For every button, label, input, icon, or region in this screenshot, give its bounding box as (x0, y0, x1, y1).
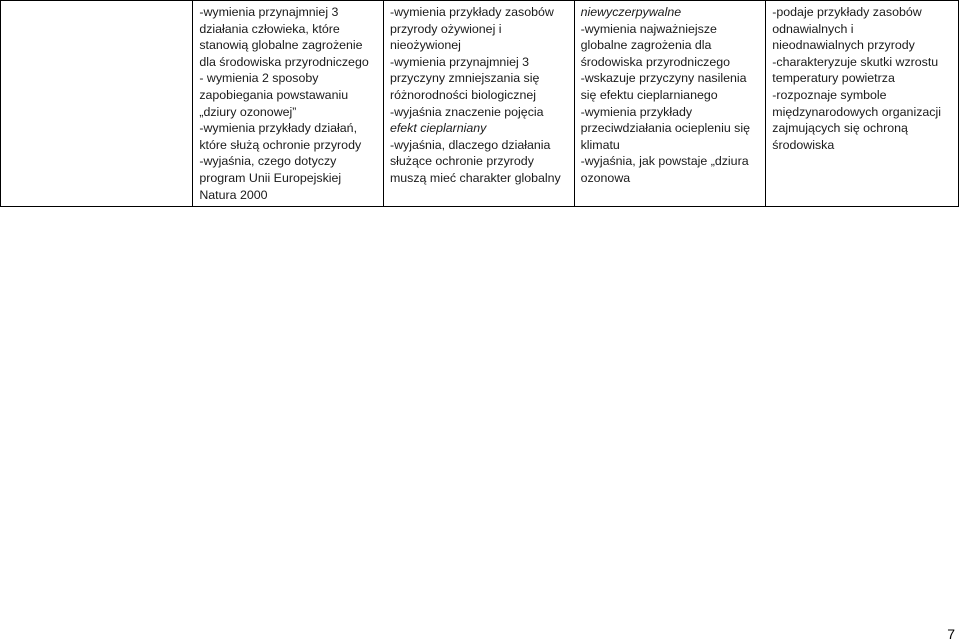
cell-line: - wymienia 2 sposoby (199, 71, 319, 86)
table-cell (383, 1, 574, 207)
cell-line: niewyczerpywalne (580, 5, 682, 19)
cell-line: -wyjaśnia znaczenie pojęcia (389, 104, 544, 119)
cell-line: muszą mieć charakter globalny (389, 170, 561, 185)
cell-line: nieodnawialnych przyrody (772, 38, 915, 53)
page-number: 7 (947, 626, 955, 642)
table-cell (193, 1, 384, 207)
cell-line: które służą ochronie przyrody (199, 137, 362, 152)
cell-line: środowiska przyrodniczego (580, 54, 731, 69)
cell-line: się efektu cieplarnianego (580, 87, 718, 102)
cell-line: -wymienia przykłady zasobów (389, 5, 554, 19)
cell-text (772, 4, 953, 153)
cell-line: zajmujących się ochroną (772, 121, 908, 136)
cell-line: działania człowieka, które (199, 21, 340, 36)
cell-line: -wymienia przykłady działań, (199, 121, 358, 136)
table-cell (574, 1, 766, 207)
cell-line: zapobiegania powstawaniu (199, 87, 349, 102)
cell-line: ozonowa (580, 170, 631, 185)
cell-line: dla środowiska przyrodniczego (199, 54, 369, 69)
cell-line: nieożywionej (389, 38, 461, 53)
cell-line: -charakteryzuje skutki wzrostu (772, 54, 939, 69)
cell-line: różnorodności biologicznej (389, 87, 536, 102)
cell-line: -wyjaśnia, czego dotyczy (199, 154, 337, 169)
table-cell-empty (1, 1, 193, 207)
cell-line: międzynarodowych organizacji (772, 104, 941, 119)
cell-line: -rozpoznaje symbole (772, 87, 887, 102)
cell-line: środowiska (772, 137, 835, 152)
cell-line: Natura 2000 (199, 187, 268, 202)
cell-line: -wymienia przykłady (580, 104, 693, 119)
cell-line: przeciwdziałania ociepleniu się (580, 121, 750, 136)
cell-text (581, 4, 761, 187)
cell-line: klimatu (580, 137, 620, 152)
cell-line: służące ochronie przyrody (389, 154, 534, 169)
cell-line: -wyjaśnia, jak powstaje „dziura (580, 154, 749, 169)
cell-line: -podaje przykłady zasobów (772, 5, 922, 19)
cell-line: program Unii Europejskiej (199, 170, 342, 185)
curriculum-table (0, 0, 959, 207)
cell-line: -wymienia przynajmniej 3 (389, 54, 530, 69)
cell-text (199, 4, 378, 203)
cell-line: przyrody ożywionej i (389, 21, 502, 36)
cell-line: stanowią globalne zagrożenie (199, 38, 363, 53)
table-row (1, 1, 959, 207)
cell-line: odnawialnych i (772, 21, 854, 36)
cell-line: -wyjaśnia, dlaczego działania (389, 137, 551, 152)
cell-line: globalne zagrożenia dla (580, 38, 712, 53)
cell-line: „dziury ozonowej” (199, 104, 297, 119)
cell-line: przyczyny zmniejszania się (389, 71, 540, 86)
cell-line: temperatury powietrza (772, 71, 895, 86)
cell-text (390, 4, 569, 187)
cell-line: efekt cieplarniany (389, 121, 487, 136)
table-cell (766, 1, 959, 207)
cell-line: -wymienia przynajmniej 3 (199, 5, 339, 19)
cell-line: -wskazuje przyczyny nasilenia (580, 71, 747, 86)
cell-line: -wymienia najważniejsze (580, 21, 717, 36)
